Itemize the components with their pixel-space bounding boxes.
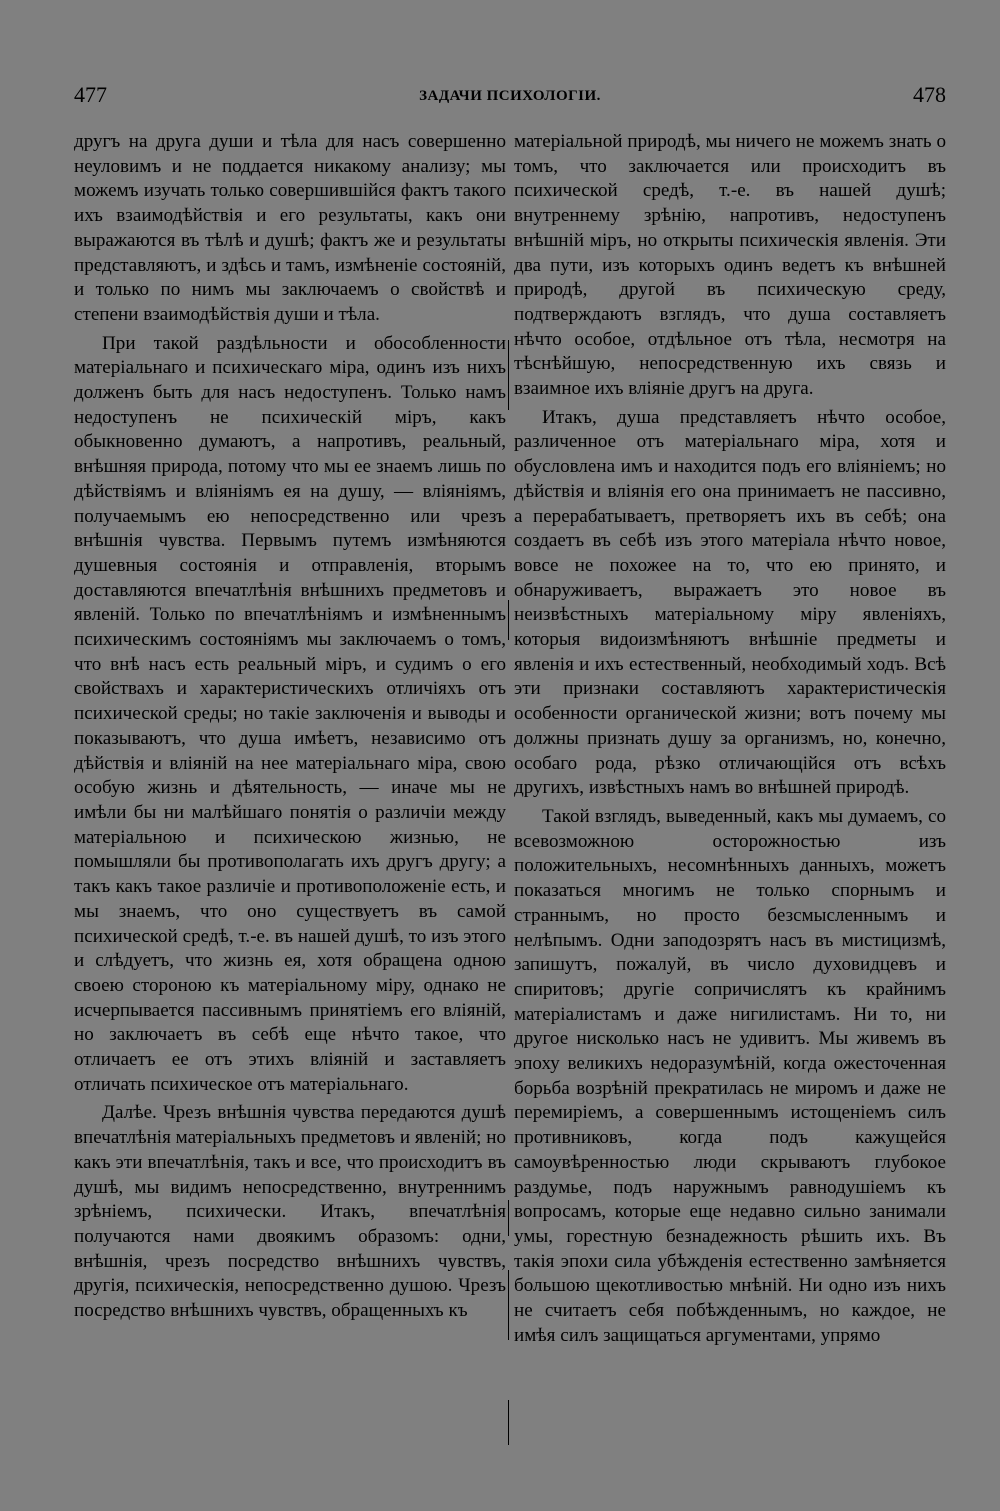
left-column [74, 130, 506, 1460]
paragraph: матеріальной природѣ, мы ничего не можемъ знать о томъ, что заключается или происходитъ въ психической средѣ, т.-е. въ нашей душѣ; внутреннему зрѣнію, напротивъ, недоступенъ внѣшній міръ, но открыты психическія явленія. Эти два пути, изъ которыхъ одинъ ведетъ къ внѣшней природѣ, другой въ психическую среду, подтверждаютъ взглядъ, что душа составляетъ нѣчто особое, отдѣльное отъ тѣла, несмотря на тѣснѣйшую, непосредственную ихъ связь и взаимное ихъ вліяніе другъ на друга. [514, 131, 946, 400]
column-divider [508, 600, 509, 640]
page-number-right: 478 [913, 82, 946, 107]
paragraph: Далѣе. Чрезъ внѣшнія чувства передаются душѣ впечатлѣнія матеріальныхъ предметовъ и явленій; но какъ эти впечатлѣнія, такъ и все, что происходитъ въ душѣ, мы видимъ непосредственно, внутреннимъ зрѣніемъ, психически. Итакъ, впечатлѣнія получаются нами двоякимъ образомъ: одни, внѣшнія, чрезъ посредство внѣшнихъ чувствъ, другія, психическія, непосредственно душою. Чрезъ посредство внѣшнихъ чувствъ, обращенныхъ къ [74, 1102, 506, 1322]
right-column [514, 130, 946, 1460]
page-header [74, 84, 946, 114]
paragraph: другъ на друга души и тѣла для насъ совершенно неуловимъ и не поддается никакому анализу; мы можемъ изучать только совершившійся фактъ такого ихъ взаимодѣйствія и его результаты, какъ они выражаются въ тѣлѣ и душѣ; фактъ же и результаты представляютъ, и здѣсь и тамъ, измѣненіе состояній, и только по нимъ мы заключаемъ о свойствѣ и степени взаимодѣйствія души и тѣла. [74, 131, 506, 325]
column-divider [508, 340, 509, 410]
column-divider [508, 1400, 509, 1445]
paragraph: Такой взглядъ, выведенный, какъ мы думаемъ, со всевозможною осторожностью изъ положительныхъ, несомнѣнныхъ данныхъ, можетъ показаться многимъ не только спорнымъ и страннымъ, но просто безсмысленнымъ и нелѣпымъ. Одни заподозрятъ насъ въ мистицизмѣ, запишутъ, пожалуй, въ число духовидцевъ и спиритовъ; другіе сопричислятъ къ крайнимъ матеріалистамъ и даже нигилистамъ. Ни то, ни другое нисколько насъ не удивитъ. Мы живемъ въ эпоху великихъ недоразумѣній, когда ожесточенная борьба возрѣній прекратилась не миромъ и даже не перемиріемъ, а совершеннымъ истощеніемъ силъ противниковъ, когда подъ кажущейся самоувѣренностью люди скрываютъ глубокое раздумье, подъ наружнымъ равнодушіемъ къ вопросамъ, которые еще недавно сильно занимали умы, горестную безнадежность рѣшить ихъ. Въ такія эпохи сила убѣжденія естественно замѣняется большою щекотливостью мнѣній. Ни одно изъ нихъ не считаетъ себя побѣжденнымъ, но каждое, не имѣя силъ защищаться аргументами, упрямо [514, 805, 946, 1346]
page-number-left: 477 [74, 82, 107, 107]
column-divider [508, 1200, 509, 1236]
column-divider [508, 1270, 509, 1340]
paragraph: При такой раздѣльности и обособленности матеріальнаго и психическаго міра, одинъ изъ нихъ долженъ быть для насъ недоступенъ. Только намъ недоступенъ не психическій міръ, какъ обыкновенно думаютъ, а напротивъ, реальный, внѣшняя природа, потому что мы ее знаемъ лишь по дѣйствіямъ и вліяніямъ ея на душу, — вліяніямъ, получаемымъ ею непосредственно или чрезъ внѣшнія чувства. Первымъ путемъ измѣняются душевныя состоянія и отправленія, вторымъ доставляются впечатлѣнія внѣшнихъ предметовъ и явленій. Только по впечатлѣніямъ и измѣненнымъ психическимъ состояніямъ мы заключаемъ о томъ, что внѣ насъ есть реальный міръ, и судимъ о его свойствахъ и характеристическихъ отличіяхъ отъ психической среды; но такіе заключенія и выводы и показываютъ, что душа имѣетъ, независимо отъ дѣйствія и вліяній на нее матеріальнаго міра, свою особую жизнь и дѣятельность, — иначе мы не имѣли бы ни малѣйшаго понятія о различіи между матеріальною и психическою жизнью, не помышляли бы противополагать ихъ другъ другу; а такъ какъ такое различіе и противоположеніе есть, и мы знаемъ, что оно существуетъ въ самой психической средѣ, т.-е. въ нашей душѣ, то изъ этого и слѣдуетъ, что жизнь ея, хотя обращена одною своею стороною къ матеріальному міру, однако не исчерпывается пассивнымъ принятіемъ его вліяній, но заключаетъ въ себѣ еще нѣчто такое, что отличаетъ ее отъ этихъ вліяній и заставляетъ отличать психическое отъ матеріальнаго. [74, 332, 506, 1095]
paragraph: Итакъ, душа представляетъ нѣчто особое, различенное отъ матеріальнаго міра, хотя и обусловлена имъ и находится подъ его вліяніемъ; но дѣйствія и вліянія его она принимаетъ не пассивно, а перерабатываетъ, претворяетъ ихъ въ себѣ; она создаетъ въ себѣ изъ этого матеріала нѣчто новое, вовсе не похожее на то, что ею принято, и обнаруживаетъ, выражаетъ это новое въ неизвѣстныхъ матеріальному міру явленіяхъ, которыя видоизмѣняютъ внѣшніе предметы и явленія и ихъ естественный, необходимый ходъ. Всѣ эти признаки составляютъ характеристическія особенности органической жизни; вотъ почему мы должны признать душу за организмъ, но, конечно, особаго рода, рѣзко отличающійся отъ всѣхъ другихъ, извѣстныхъ намъ во внѣшней природѣ. [514, 406, 946, 799]
running-title: ЗАДАЧИ ПСИХОЛОГІИ. [419, 88, 601, 104]
